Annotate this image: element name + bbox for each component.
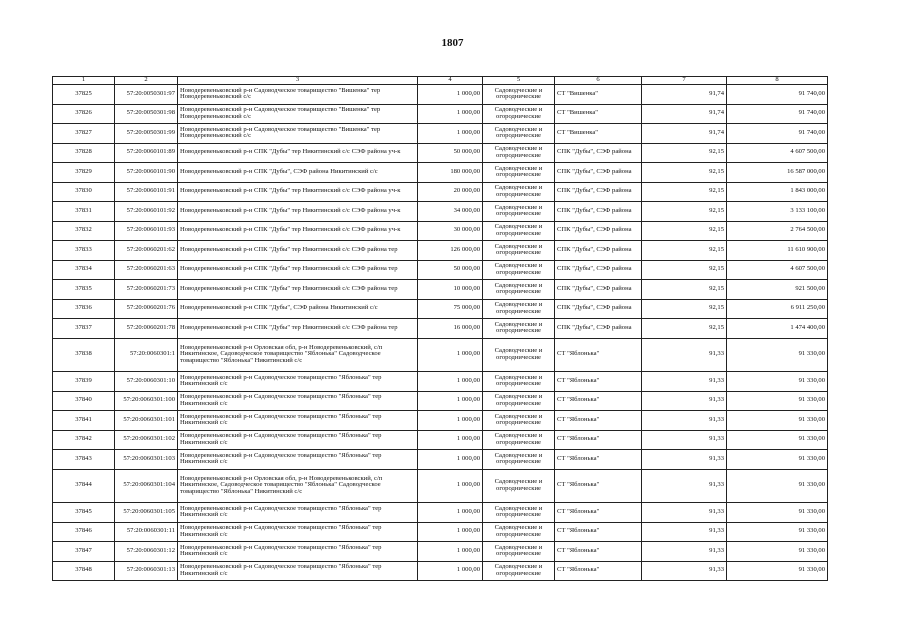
specific-value-cell: 91,33: [642, 542, 727, 562]
cadastral-value-cell: 1 474 400,00: [727, 319, 828, 339]
area-cell: 1 000,00: [418, 411, 483, 431]
society-cell: СПК "Дубы", СЭФ района: [555, 221, 642, 241]
specific-value-cell: 91,33: [642, 469, 727, 503]
specific-value-cell: 91,33: [642, 411, 727, 431]
cadastral-number: 57:20:0060301:100: [115, 391, 178, 411]
land-use-cell: Садоводческие и огороднические: [483, 561, 555, 581]
cadastral-number: 57:20:0060201:62: [115, 241, 178, 261]
cadastral-value-cell: 91 330,00: [727, 561, 828, 581]
cadastral-value-cell: 11 610 900,00: [727, 241, 828, 261]
address-cell: Новодеревеньковский р-н СПК "Дубы" тер Никитинский с/с СЭФ района тер: [178, 241, 418, 261]
specific-value-cell: 91,74: [642, 85, 727, 105]
column-header: 1: [53, 77, 115, 85]
row-number: 37846: [53, 522, 115, 542]
cadastral-value-cell: 91 330,00: [727, 522, 828, 542]
address-cell: Новодеревеньковский р-н СПК "Дубы", СЭФ района Никитинский с/с: [178, 299, 418, 319]
land-use-cell: Садоводческие и огороднические: [483, 124, 555, 144]
table-body: [53, 85, 828, 581]
table-row: [53, 260, 828, 280]
cadastral-number: 57:20:0060301:13: [115, 561, 178, 581]
land-use-cell: Садоводческие и огороднические: [483, 163, 555, 183]
specific-value-cell: 91,33: [642, 522, 727, 542]
land-use-cell: Садоводческие и огороднические: [483, 299, 555, 319]
area-cell: 1 000,00: [418, 372, 483, 392]
society-cell: СТ "Вишенка": [555, 85, 642, 105]
address-cell: Новодеревеньковский р-н Садоводческое товарищество "Яблонька" тер Никитинский с/с: [178, 411, 418, 431]
column-header: 7: [642, 77, 727, 85]
specific-value-cell: 92,15: [642, 299, 727, 319]
specific-value-cell: 91,74: [642, 104, 727, 124]
society-cell: СПК "Дубы", СЭФ района: [555, 319, 642, 339]
row-number: 37844: [53, 469, 115, 503]
table-row: [53, 411, 828, 431]
area-cell: 1 000,00: [418, 542, 483, 562]
land-use-cell: Садоводческие и огороднические: [483, 202, 555, 222]
table-row: [53, 469, 828, 503]
address-cell: Новодеревеньковский р-н СПК "Дубы" тер Никитинский с/с СЭФ района тер: [178, 280, 418, 300]
cadastral-number: 57:20:0060301:1: [115, 338, 178, 372]
address-cell: Новодеревеньковский р-н Садоводческое товарищество "Яблонька" тер Никитинский с/с: [178, 430, 418, 450]
land-use-cell: Садоводческие и огороднические: [483, 260, 555, 280]
address-cell: Новодеревеньковский р-н Садоводческое товарищество "Яблонька" тер Никитинский с/с: [178, 450, 418, 470]
row-number: 37838: [53, 338, 115, 372]
table-row: [53, 372, 828, 392]
row-number: 37845: [53, 503, 115, 523]
cadastral-number: 57:20:0060301:103: [115, 450, 178, 470]
cadastral-value-cell: 91 740,00: [727, 124, 828, 144]
area-cell: 126 000,00: [418, 241, 483, 261]
cadastral-value-cell: 16 587 000,00: [727, 163, 828, 183]
cadastral-number: 57:20:0050301:99: [115, 124, 178, 144]
specific-value-cell: 91,33: [642, 450, 727, 470]
society-cell: СТ "Яблонька": [555, 522, 642, 542]
table-row: [53, 182, 828, 202]
address-cell: Новодеревеньковский р-н Садоводческое товарищество "Яблонька" тер Никитинский с/с: [178, 561, 418, 581]
society-cell: СПК "Дубы", СЭФ района: [555, 182, 642, 202]
area-cell: 75 000,00: [418, 299, 483, 319]
land-registry-table: [52, 76, 828, 581]
area-cell: 20 000,00: [418, 182, 483, 202]
land-use-cell: Садоводческие и огороднические: [483, 542, 555, 562]
cadastral-number: 57:20:0060201:63: [115, 260, 178, 280]
cadastral-value-cell: 91 330,00: [727, 450, 828, 470]
cadastral-number: 57:20:0060101:92: [115, 202, 178, 222]
specific-value-cell: 92,15: [642, 182, 727, 202]
society-cell: СТ "Вишенка": [555, 124, 642, 144]
specific-value-cell: 92,15: [642, 280, 727, 300]
column-header: 6: [555, 77, 642, 85]
area-cell: 50 000,00: [418, 260, 483, 280]
table-row: [53, 319, 828, 339]
area-cell: 1 000,00: [418, 391, 483, 411]
cadastral-number: 57:20:0060301:101: [115, 411, 178, 431]
row-number: 37826: [53, 104, 115, 124]
land-use-cell: Садоводческие и огороднические: [483, 391, 555, 411]
cadastral-value-cell: 91 330,00: [727, 542, 828, 562]
area-cell: 34 000,00: [418, 202, 483, 222]
cadastral-value-cell: 91 330,00: [727, 503, 828, 523]
cadastral-number: 57:20:0060101:89: [115, 143, 178, 163]
land-use-cell: Садоводческие и огороднические: [483, 522, 555, 542]
table-row: [53, 561, 828, 581]
cadastral-value-cell: 91 740,00: [727, 104, 828, 124]
address-cell: Новодеревеньковский р-н Орловская обл, р-н Новодеревеньковский, с/п Никитинское, Садоводческое товарищество "Яблонька" Садоводческое товарищество "Яблонька" Никитинский с/с: [178, 469, 418, 503]
cadastral-value-cell: 4 607 500,00: [727, 143, 828, 163]
land-use-cell: Садоводческие и огороднические: [483, 85, 555, 105]
row-number: 37825: [53, 85, 115, 105]
society-cell: СТ "Яблонька": [555, 503, 642, 523]
cadastral-value-cell: 91 330,00: [727, 391, 828, 411]
cadastral-value-cell: 91 330,00: [727, 411, 828, 431]
land-use-cell: Садоводческие и огороднические: [483, 338, 555, 372]
society-cell: СПК "Дубы", СЭФ района: [555, 280, 642, 300]
specific-value-cell: 91,33: [642, 503, 727, 523]
address-cell: Новодеревеньковский р-н Садоводческое товарищество "Яблонька" тер Никитинский с/с: [178, 391, 418, 411]
row-number: 37835: [53, 280, 115, 300]
table-row: [53, 430, 828, 450]
table-row: [53, 522, 828, 542]
address-cell: Новодеревеньковский р-н Садоводческое товарищество "Вишенка" тер Новодеревеньковский с/с: [178, 104, 418, 124]
cadastral-value-cell: 91 330,00: [727, 469, 828, 503]
land-use-cell: Садоводческие и огороднические: [483, 469, 555, 503]
cadastral-value-cell: 91 330,00: [727, 372, 828, 392]
table-row: [53, 241, 828, 261]
area-cell: 1 000,00: [418, 124, 483, 144]
society-cell: СПК "Дубы", СЭФ района: [555, 260, 642, 280]
cadastral-number: 57:20:0060101:93: [115, 221, 178, 241]
specific-value-cell: 91,33: [642, 391, 727, 411]
society-cell: СПК "Дубы", СЭФ района: [555, 163, 642, 183]
specific-value-cell: 92,15: [642, 241, 727, 261]
row-number: 37841: [53, 411, 115, 431]
table-row: [53, 163, 828, 183]
row-number: 37833: [53, 241, 115, 261]
column-header: 3: [178, 77, 418, 85]
land-use-cell: Садоводческие и огороднические: [483, 450, 555, 470]
row-number: 37829: [53, 163, 115, 183]
area-cell: 10 000,00: [418, 280, 483, 300]
society-cell: СПК "Дубы", СЭФ района: [555, 202, 642, 222]
land-use-cell: Садоводческие и огороднические: [483, 182, 555, 202]
cadastral-value-cell: 921 500,00: [727, 280, 828, 300]
row-number: 37828: [53, 143, 115, 163]
table-row: [53, 503, 828, 523]
row-number: 37848: [53, 561, 115, 581]
society-cell: СТ "Вишенка": [555, 104, 642, 124]
cadastral-number: 57:20:0060301:12: [115, 542, 178, 562]
land-use-cell: Садоводческие и огороднические: [483, 430, 555, 450]
address-cell: Новодеревеньковский р-н СПК "Дубы" тер Никитинский с/с СЭФ района уч-к: [178, 182, 418, 202]
specific-value-cell: 91,33: [642, 372, 727, 392]
cadastral-value-cell: 4 607 500,00: [727, 260, 828, 280]
row-number: 37840: [53, 391, 115, 411]
row-number: 37834: [53, 260, 115, 280]
cadastral-value-cell: 1 843 000,00: [727, 182, 828, 202]
row-number: 37843: [53, 450, 115, 470]
society-cell: СТ "Яблонька": [555, 469, 642, 503]
address-cell: Новодеревеньковский р-н Садоводческое товарищество "Яблонька" тер Никитинский с/с: [178, 522, 418, 542]
cadastral-number: 57:20:0050301:97: [115, 85, 178, 105]
address-cell: Новодеревеньковский р-н Садоводческое товарищество "Яблонька" тер Никитинский с/с: [178, 542, 418, 562]
specific-value-cell: 92,15: [642, 163, 727, 183]
address-cell: Новодеревеньковский р-н СПК "Дубы" тер Никитинский с/с СЭФ района уч-к: [178, 143, 418, 163]
row-number: 37831: [53, 202, 115, 222]
table-row: [53, 124, 828, 144]
cadastral-number: 57:20:0060301:105: [115, 503, 178, 523]
cadastral-value-cell: 91 330,00: [727, 430, 828, 450]
address-cell: Новодеревеньковский р-н Орловская обл, р-н Новодеревеньковский, с/п Никитинское, Садоводческое товарищество "Яблонька" Садоводческое товарищество "Яблонька" Никитинский с/с: [178, 338, 418, 372]
specific-value-cell: 92,15: [642, 221, 727, 241]
table-row: [53, 338, 828, 372]
specific-value-cell: 91,33: [642, 561, 727, 581]
cadastral-number: 57:20:0060201:78: [115, 319, 178, 339]
address-cell: Новодеревеньковский р-н СПК "Дубы" тер Никитинский с/с СЭФ района уч-к: [178, 202, 418, 222]
address-cell: Новодеревеньковский р-н Садоводческое товарищество "Яблонька" тер Никитинский с/с: [178, 503, 418, 523]
row-number: 37842: [53, 430, 115, 450]
land-use-cell: Садоводческие и огороднические: [483, 411, 555, 431]
cadastral-value-cell: 3 133 100,00: [727, 202, 828, 222]
specific-value-cell: 91,33: [642, 430, 727, 450]
table-row: [53, 202, 828, 222]
society-cell: СТ "Яблонька": [555, 450, 642, 470]
cadastral-value-cell: 91 740,00: [727, 85, 828, 105]
row-number: 37837: [53, 319, 115, 339]
area-cell: 1 000,00: [418, 469, 483, 503]
society-cell: СПК "Дубы", СЭФ района: [555, 143, 642, 163]
row-number: 37839: [53, 372, 115, 392]
column-header: 4: [418, 77, 483, 85]
society-cell: СТ "Яблонька": [555, 561, 642, 581]
cadastral-value-cell: 2 764 500,00: [727, 221, 828, 241]
page-number: 1807: [441, 37, 464, 49]
area-cell: 1 000,00: [418, 85, 483, 105]
cadastral-number: 57:20:0060201:76: [115, 299, 178, 319]
table-row: [53, 104, 828, 124]
land-use-cell: Садоводческие и огороднические: [483, 241, 555, 261]
land-use-cell: Садоводческие и огороднические: [483, 503, 555, 523]
table-row: [53, 143, 828, 163]
address-cell: Новодеревеньковский р-н СПК "Дубы" тер Никитинский с/с СЭФ района тер: [178, 260, 418, 280]
address-cell: Новодеревеньковский р-н СПК "Дубы", СЭФ района Никитинский с/с: [178, 163, 418, 183]
column-header: 8: [727, 77, 828, 85]
address-cell: Новодеревеньковский р-н Садоводческое товарищество "Вишенка" тер Новодеревеньковский с/с: [178, 124, 418, 144]
cadastral-number: 57:20:0060101:91: [115, 182, 178, 202]
row-number: 37827: [53, 124, 115, 144]
society-cell: СТ "Яблонька": [555, 338, 642, 372]
area-cell: 1 000,00: [418, 561, 483, 581]
specific-value-cell: 92,15: [642, 202, 727, 222]
cadastral-number: 57:20:0060201:73: [115, 280, 178, 300]
cadastral-value-cell: 6 911 250,00: [727, 299, 828, 319]
address-cell: Новодеревеньковский р-н Садоводческое товарищество "Яблонька" тер Никитинский с/с: [178, 372, 418, 392]
cadastral-number: 57:20:0050301:98: [115, 104, 178, 124]
row-number: 37832: [53, 221, 115, 241]
table-row: [53, 280, 828, 300]
table-row: [53, 85, 828, 105]
cadastral-value-cell: 91 330,00: [727, 338, 828, 372]
address-cell: Новодеревеньковский р-н Садоводческое товарищество "Вишенка" тер Новодеревеньковский с/с: [178, 85, 418, 105]
row-number: 37836: [53, 299, 115, 319]
area-cell: 180 000,00: [418, 163, 483, 183]
land-use-cell: Садоводческие и огороднические: [483, 319, 555, 339]
society-cell: СТ "Яблонька": [555, 372, 642, 392]
society-cell: СПК "Дубы", СЭФ района: [555, 241, 642, 261]
table-row: [53, 542, 828, 562]
specific-value-cell: 92,15: [642, 260, 727, 280]
area-cell: 1 000,00: [418, 522, 483, 542]
area-cell: 1 000,00: [418, 430, 483, 450]
table-row: [53, 391, 828, 411]
table-row: [53, 450, 828, 470]
specific-value-cell: 92,15: [642, 143, 727, 163]
cadastral-number: 57:20:0060101:90: [115, 163, 178, 183]
specific-value-cell: 91,74: [642, 124, 727, 144]
table-row: [53, 299, 828, 319]
area-cell: 1 000,00: [418, 503, 483, 523]
area-cell: 1 000,00: [418, 338, 483, 372]
specific-value-cell: 91,33: [642, 338, 727, 372]
area-cell: 1 000,00: [418, 104, 483, 124]
land-use-cell: Садоводческие и огороднические: [483, 104, 555, 124]
address-cell: Новодеревеньковский р-н СПК "Дубы" тер Никитинский с/с СЭФ района тер: [178, 319, 418, 339]
row-number: 37830: [53, 182, 115, 202]
specific-value-cell: 92,15: [642, 319, 727, 339]
column-header: 5: [483, 77, 555, 85]
land-use-cell: Садоводческие и огороднические: [483, 221, 555, 241]
society-cell: СТ "Яблонька": [555, 411, 642, 431]
cadastral-number: 57:20:0060301:11: [115, 522, 178, 542]
society-cell: СПК "Дубы", СЭФ района: [555, 299, 642, 319]
society-cell: СТ "Яблонька": [555, 542, 642, 562]
cadastral-number: 57:20:0060301:102: [115, 430, 178, 450]
area-cell: 16 000,00: [418, 319, 483, 339]
society-cell: СТ "Яблонька": [555, 391, 642, 411]
land-use-cell: Садоводческие и огороднические: [483, 372, 555, 392]
table-header-row: [53, 77, 828, 85]
land-use-cell: Садоводческие и огороднические: [483, 280, 555, 300]
cadastral-number: 57:20:0060301:104: [115, 469, 178, 503]
table-row: [53, 221, 828, 241]
area-cell: 50 000,00: [418, 143, 483, 163]
column-header: 2: [115, 77, 178, 85]
land-use-cell: Садоводческие и огороднические: [483, 143, 555, 163]
area-cell: 30 000,00: [418, 221, 483, 241]
cadastral-number: 57:20:0060301:10: [115, 372, 178, 392]
row-number: 37847: [53, 542, 115, 562]
address-cell: Новодеревеньковский р-н СПК "Дубы" тер Никитинский с/с СЭФ района уч-к: [178, 221, 418, 241]
area-cell: 1 000,00: [418, 450, 483, 470]
society-cell: СТ "Яблонька": [555, 430, 642, 450]
